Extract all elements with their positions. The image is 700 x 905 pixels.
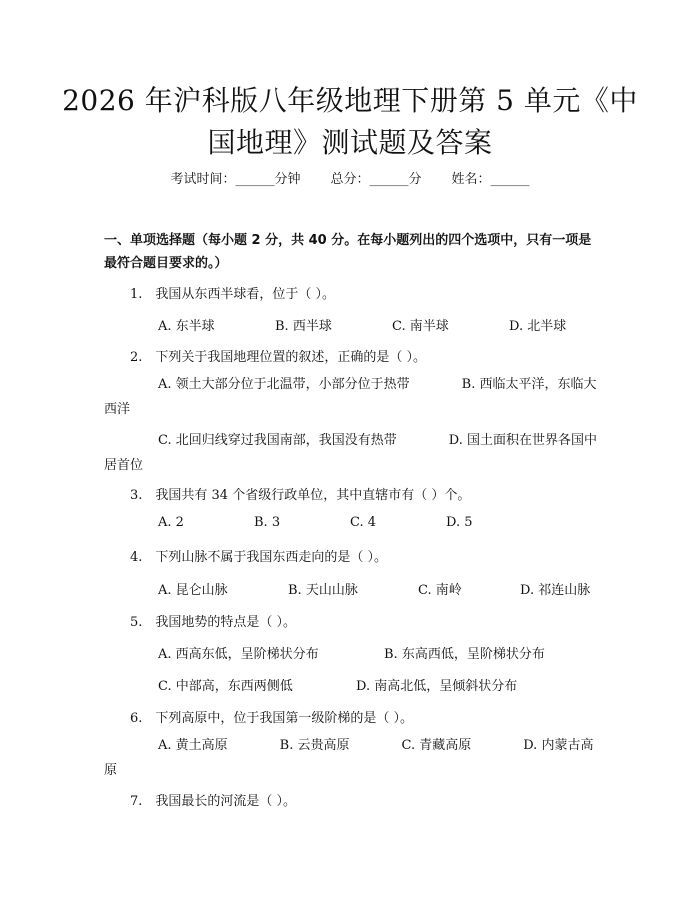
exam-info (0, 168, 700, 187)
option-d: D. 祁连山脉 (520, 583, 591, 598)
document-title (60, 80, 640, 164)
option-d: D. 5 (446, 515, 473, 530)
title-line-2: 国地理》测试题及答案 (207, 126, 493, 159)
question-stem: 2. 下列关于我国地理位置的叙述，正确的是（ ）。 (130, 350, 427, 365)
option-c: C. 南半球 (392, 319, 449, 334)
total-score-label: 总分：______分 (330, 172, 422, 187)
options-block: A. 领土大部分位于北温带，小部分位于热带 B. 西临太平洋，东临大西洋 (104, 377, 597, 417)
option-a: A. 东半球 (158, 319, 215, 334)
option-d: D. 北半球 (509, 319, 567, 334)
option-c: C. 中部高，东西两侧低 (158, 679, 293, 694)
option-a: A. 西高东低，呈阶梯状分布 (158, 647, 319, 662)
section-heading: 一、单项选择题（每小题 2 分，共 40 分。在每小题列出的四个选项中，只有一项是最符合题目要求的。） (104, 233, 592, 271)
option-b: B. 天山山脉 (288, 583, 358, 598)
options-block: C. 北回归线穿过我国南部，我国没有热带 D. 国土面积在世界各国中居首位 (104, 433, 597, 473)
question-stem: 6. 下列高原中，位于我国第一级阶梯的是（ ）。 (130, 711, 414, 726)
question-stem: 7. 我国最长的河流是（ ）。 (130, 794, 297, 809)
title-line-1: 2026 年沪科版八年级地理下册第 5 单元《中 (62, 84, 638, 117)
option-a: A. 2 (158, 515, 184, 530)
option-c: C. 南岭 (418, 583, 462, 598)
student-name-label: 姓名：______ (451, 172, 530, 187)
option-a: A. 昆仑山脉 (158, 583, 228, 598)
question-stem: 3. 我国共有 34 个省级行政单位，其中直辖市有（ ）个。 (130, 488, 471, 503)
option-d: D. 南高北低，呈倾斜状分布 (356, 679, 518, 694)
exam-time-label: 考试时间：______分钟 (170, 172, 301, 187)
options-block: A. 黄土高原 B. 云贵高原 C. 青藏高原 D. 内蒙古高原 (104, 738, 594, 778)
option-b: B. 东高西低，呈阶梯状分布 (384, 647, 545, 662)
question-stem: 1. 我国从东西半球看，位于（ ）。 (130, 287, 336, 302)
question-stem: 5. 我国地势的特点是（ ）。 (130, 615, 297, 630)
option-b: B. 3 (254, 515, 281, 530)
option-c: C. 4 (350, 515, 377, 530)
question-stem: 4. 下列山脉不属于我国东西走向的是（ ）。 (130, 550, 388, 565)
option-b: B. 西半球 (275, 319, 332, 334)
